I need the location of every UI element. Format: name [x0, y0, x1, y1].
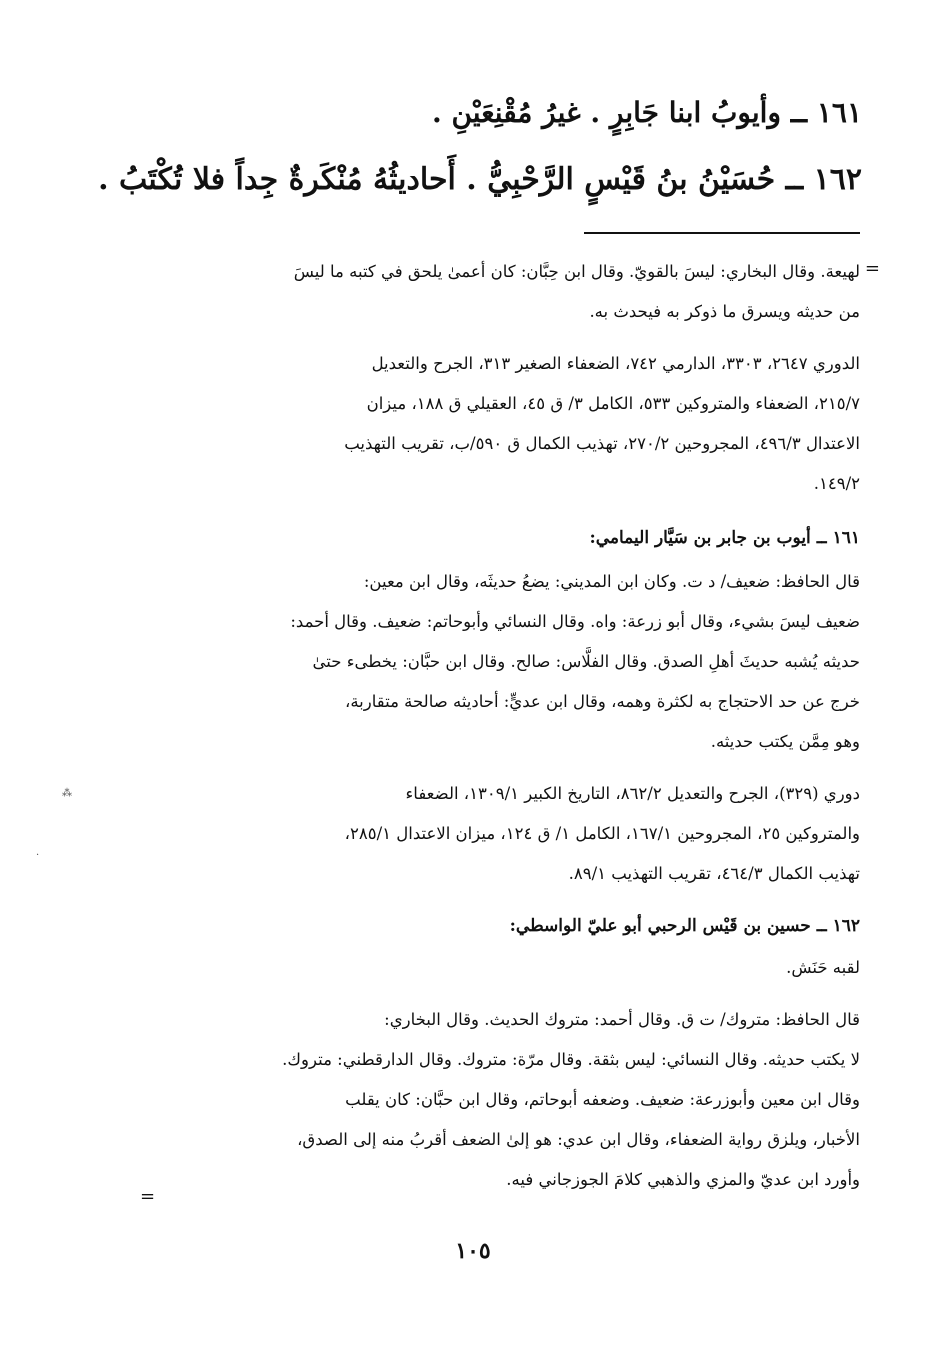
- main-entry-161: ١٦١ ــ وأيوبُ ابنا جَابِرٍ . غيرُ مُقْنِعَيْنِ .: [432, 96, 862, 129]
- footnote-body-162: [160, 1000, 860, 1200]
- footnote-line: حديثه يُشبه حديثَ أهلِ الصدق. وقال الفلَّاس: صالح. وقال ابن حبَّان: يخطىء حتىٰ: [312, 652, 860, 671]
- footnote-line: تهذيب الكمال ٤٦٤/٣، تقريب التهذيب ٨٩/١.: [568, 864, 860, 883]
- footnote-line: قال الحافظ: ضعيف/ د ت. وكان ابن المديني: يضعُ حديثَه، وقال ابن معين:: [363, 572, 860, 591]
- footnote-line: خرج عن حد الاحتجاج به لكثرة وهمه، وقال ابن عديٍّ: أحاديثه صالحة متقاربة،: [345, 692, 860, 711]
- footnote-end-mark: =: [140, 1186, 156, 1207]
- footnote-line: من حديثه ويسرق ما ذوكر به فيحدث به.: [589, 302, 860, 321]
- footnote-heading-161: ١٦١ ــ أيوب بن جابر بن سَيَّار اليمامي:: [589, 528, 860, 548]
- footnote-line: الاعتدال ٤٩٦/٣، المجروحين ٢٧٠/٢، تهذيب الكمال ق ٥٩٠/ب، تقريب التهذيب: [344, 434, 860, 453]
- scan-speck: ·: [36, 850, 40, 861]
- footnote-line: ضعيف ليسَ بشيء، وقال أبو زرعة: واه. وقال النسائي وأبوحاتم: ضعيف. وقال أحمد:: [290, 612, 860, 631]
- footnote-line: قال الحافظ: متروك/ ت ق. وقال أحمد: متروك الحديث. وقال البخاري:: [384, 1010, 860, 1029]
- footnote-line: والمتروكين ٢٥، المجروحين ١٦٧/١، الكامل ١/ ق ١٢٤، ميزان الاعتدال ٢٨٥/١،: [344, 824, 860, 843]
- footnote-nickname-162: لقبه حَنَش.: [786, 958, 860, 977]
- page-number: ١٠٥: [455, 1238, 491, 1264]
- footnote-line: ٢١٥/٧، الضعفاء والمتروكين ٥٣٣، الكامل ٣/ ق ٤٥، العقيلي ق ١٨٨، ميزان: [366, 394, 860, 413]
- footnote-heading-162: ١٦٢ ــ حسين بن قَيْس الرحبي أبو عليّ الواسطي:: [509, 916, 860, 936]
- scan-speck: ⁂: [62, 788, 72, 799]
- footnote-separator: [584, 232, 860, 234]
- footnote-line: لا يكتب حديثه. وقال النسائي: ليس بثقة. وقال مرّة: متروك. وقال الدارقطني: متروك.: [282, 1050, 860, 1069]
- footnote-line: الأخبار، ويلزق رواية الضعفاء، وقال ابن عدي: هو إلىٰ الضعف أقربُ منه إلى الصدق،: [297, 1130, 860, 1149]
- footnote-line: لهيعة. وقال البخاري: ليسَ بالقويّ. وقال ابن حِبَّان: كان أعمىٰ يلحق في كتبه ما ليسَ: [293, 262, 860, 281]
- footnote-sources-1: [160, 344, 860, 504]
- footnote-line: ١٤٩/٢.: [813, 474, 860, 493]
- footnote-line: وأورد ابن عديّ والمزي والذهبي كلامَ الجوزجاني فيه.: [506, 1170, 860, 1189]
- footnote-continuation: [160, 252, 860, 332]
- footnote-body-161: [160, 562, 860, 762]
- main-entry-162: ١٦٢ ــ حُسَيْنُ بنُ قَيْسٍ الرَّحْبِيُّ . أَحاديثُهُ مُنْكَرةٌ جِداً فلا تُكْتَبُ .: [98, 162, 862, 197]
- footnote-line: وقال ابن معين وأبوزرعة: ضعيف. وضعفه أبوحاتم، وقال ابن حبَّان: كان يقلب: [345, 1090, 860, 1109]
- footnote-continuation-mark: =: [864, 258, 880, 279]
- footnote-line: دوري (٣٢٩)، الجرح والتعديل ٨٦٢/٢، التاريخ الكبير ١٣٠٩/١، الضعفاء: [405, 784, 860, 803]
- footnote-line: وهو مِمَّن يكتب حديثه.: [710, 732, 860, 751]
- footnote-line: الدوري ٢٦٤٧، ٣٣٠٣، الدارمي ٧٤٢، الضعفاء الصغير ٣١٣، الجرح والتعديل: [371, 354, 860, 373]
- footnote-sources-161: [160, 774, 860, 894]
